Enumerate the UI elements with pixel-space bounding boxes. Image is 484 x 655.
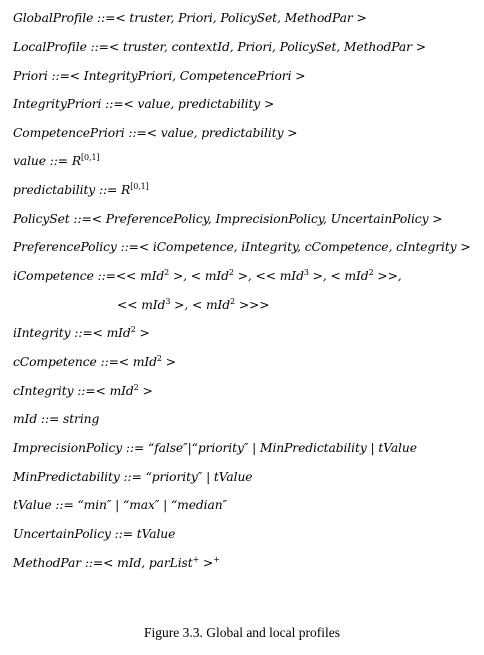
rule-text: mId ::= string [13,412,100,426]
grammar-rule-icompetence [13,268,402,284]
rule-text: << mId [117,298,166,312]
superscript: [0,1] [80,153,100,162]
grammar-rule-imprecision-policy [13,440,417,456]
rule-text: >, << mId [233,269,304,283]
rule-text: ImprecisionPolicy ::= “false″|“priority″ | MinPredictability | tValue [13,441,417,455]
rule-text: >>> [235,298,270,312]
rule-text: predictability ::= R [13,183,131,197]
superscript: + [213,555,220,564]
rule-text: UncertainPolicy ::= tValue [13,527,176,541]
superscript: + [192,555,200,564]
rule-text: tValue ::= “min″ | “max″ | “median″ [13,498,228,512]
rule-text: PolicySet ::=< PreferencePolicy, ImprecisionPolicy, UncertainPolicy > [13,212,443,226]
grammar-rule-competence-priori [13,125,297,141]
rule-text: > [138,384,153,398]
grammar-rule-policy-set [13,211,442,227]
rule-text: >, < mId [308,269,369,283]
superscript: 2 [230,297,236,306]
grammar-rule-ccompetence [13,354,176,370]
rule-text: cIntegrity ::=< mId [13,384,134,398]
grammar-rule-min-predictability [13,469,252,485]
rule-text: Priori ::=< IntegrityPriori, CompetencePriori > [13,69,306,83]
rule-text: > [161,355,176,369]
figure-caption: Figure 3.3. Global and local profiles [143,625,341,640]
rule-text: >>, [373,269,402,283]
rule-text: value ::= R [13,154,81,168]
grammar-rule-icompetence-cont [117,297,269,313]
superscript: 2 [133,383,139,392]
rule-text: >, < mId [170,298,231,312]
superscript: 3 [303,268,309,277]
grammar-rule-priori [13,68,305,84]
rule-text: >, < mId [169,269,229,283]
grammar-rule-iintegrity [13,325,150,341]
grammar-rule-mid [13,411,99,427]
grammar-rule-integrity-priori [13,96,274,112]
grammar-rule-local-profile [13,39,426,55]
grammar-rule-predictability [13,182,149,198]
superscript: 2 [130,325,136,334]
rule-text: > [199,556,214,570]
grammar-rule-uncertain-policy [13,526,175,542]
rule-text: PreferencePolicy ::=< iCompetence, iIntegrity, cCompetence, cIntegrity > [13,240,471,254]
rule-text: CompetencePriori ::=< value, predictability > [13,126,298,140]
superscript: [0,1] [130,182,149,191]
superscript: 2 [228,268,234,277]
superscript: 2 [368,268,374,277]
grammar-rule-cintegrity [13,383,153,399]
rule-text: iIntegrity ::=< mId [13,326,131,340]
rule-text: > [135,326,150,340]
rule-text: GlobalProfile ::=< truster, Priori, PolicySet, MethodPar > [13,11,367,25]
rule-text: cCompetence ::=< mId [13,355,157,369]
rule-text: MethodPar ::=< mId, parList [13,556,193,570]
superscript: 2 [164,268,170,277]
grammar-rule-global-profile [13,10,367,26]
rule-text: LocalProfile ::=< truster, contextId, Priori, PolicySet, MethodPar > [13,40,426,54]
grammar-rule-preference-policy [13,239,471,255]
grammar-rule-method-par [13,555,220,571]
rule-text: iCompetence ::=<< mId [13,269,165,283]
superscript: 2 [156,354,162,363]
rule-text: IntegrityPriori ::=< value, predictability > [13,97,275,111]
rule-text: MinPredictability ::= “priority″ | tValue [13,470,253,484]
grammar-rule-value [13,153,99,169]
grammar-rule-tvalue [13,497,227,513]
superscript: 3 [165,297,171,306]
